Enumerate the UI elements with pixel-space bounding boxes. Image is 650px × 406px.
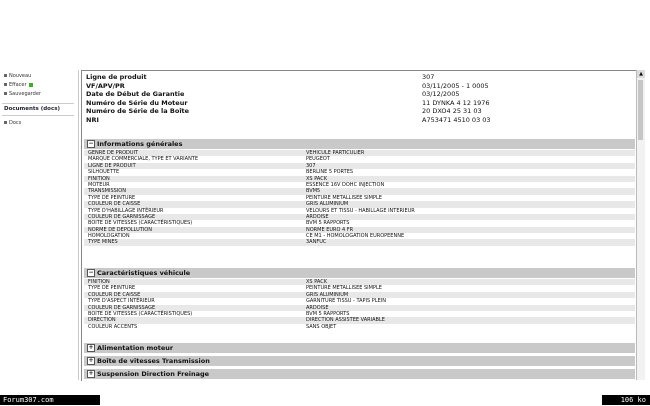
table-row: TYPE D'HABILLAGE INTÉRIEUR VELOURS ET TISSU - HABILLAGE INTERIEUR [88,207,415,214]
section-header-vehicle-characteristics[interactable]: − Caractéristiques véhicule [84,268,635,278]
bullet-icon [4,92,7,95]
table-row: COULEUR DE CAISSE GRIS ALUMINIUM [84,201,635,207]
site-watermark: Forum307.com [0,395,100,405]
table-row: BOITE DE VITESSES (CARACTÉRISTIQUES) BVM 5 RAPPORTS [88,310,350,317]
table-row: COULEUR DE GARNISSAGE ARDOISE [84,305,635,311]
expand-plus-icon: + [88,344,94,351]
bullet-icon [4,74,7,77]
table-row: FINITION XS PACK [84,176,635,182]
table-row: MOTEUR ESSENCE 16V DOHC INJECTION [88,181,385,188]
expand-plus-icon: + [88,357,94,364]
scrollbar-thumb[interactable] [638,80,643,140]
table-row: TYPE MINES 3ANFUC [84,239,635,245]
table-row: DIRECTION DIRECTION ASSISTEE VARIABLE [84,317,635,323]
summary-row: Date de Début de Garantie 03/12/2005 [86,90,460,98]
table-row: TRANSMISSION BVM5 [84,188,635,194]
file-size-label: 106 ko [602,395,650,405]
expand-plus-icon: + [88,370,94,377]
table-row: HOMOLOGATION CE M1 - HOMOLOGATION EUROPEENNE [88,233,405,240]
bullet-icon [4,121,7,124]
table-row: TYPE DE PEINTURE PEINTURE METALLISEE SIMPLE [88,194,382,201]
table-row: MARQUE COMMERCIALE, TYPE ET VARIANTE PEUGEOT [88,156,330,163]
table-row: GENRE DE PRODUIT VEHICULE PARTICULIER [84,150,635,156]
main-content [81,70,637,381]
general-info-table [84,150,635,246]
status-green-icon [29,83,33,87]
sidebar-item-clear[interactable]: Effacer [4,82,33,88]
sidebar-title: Documents (docs) [4,106,60,112]
summary-row: Numéro de Série du Moteur 11 DYNKA 4 12 1976 [86,98,490,107]
section-header-engine-fuel[interactable]: + Alimentation moteur [84,343,635,353]
table-row: COULEUR DE GARNISSAGE ARDOISE [84,214,635,220]
table-row: LIGNE DE PRODUIT 307 [84,163,635,169]
sidebar-item-new[interactable]: Nouveau [4,73,31,79]
table-row: TYPE DE PEINTURE PEINTURE METALLISEE SIMPLE [88,285,382,292]
sidebar [0,70,79,380]
section-header-gearbox[interactable]: + Boîte de vitesses Transmission [84,356,635,366]
sidebar-item-save[interactable]: Sauvegarder [4,91,41,97]
summary-row: Numéro de Série de la Boîte 20 DXO4 25 31 03 [86,107,482,115]
collapse-minus-icon: − [88,140,94,147]
summary-row: VF/APV/PR 03/11/2005 - 1 0005 [86,81,489,90]
sidebar-item-docs[interactable]: Docs [4,120,21,126]
table-row: FINITION XS PACK [84,279,635,285]
section-header-suspension[interactable]: + Suspension Direction Freinage [84,369,635,379]
table-row: COULEUR DE CAISSE GRIS ALUMINIUM [84,292,635,298]
section-header-general-info[interactable]: − Informations générales [84,139,635,149]
bullet-icon [4,83,7,86]
vehicle-characteristics-table [84,279,635,330]
table-row: COULEUR ACCENTS SANS OBJET [88,323,337,330]
table-row: SILHOUETTE BERLINE 5 PORTES [88,169,354,176]
table-row: TYPE D'ASPECT INTÉRIEUR GARNITURE TISSU - TAPIS PLEIN [88,298,386,305]
sidebar-divider [2,115,74,116]
sidebar-divider [2,103,74,104]
footer [0,395,650,406]
table-row: BOITE DE VITESSES (CARACTÉRISTIQUES) BVM 5 RAPPORTS [88,220,350,227]
scroll-up-icon[interactable]: ▲ [637,70,645,78]
vehicle-summary [84,73,635,124]
summary-row: NRI A753471 4510 03 03 [86,115,491,124]
collapse-minus-icon: − [88,269,94,276]
vertical-scrollbar[interactable] [636,70,645,380]
summary-row: Ligne de produit 307 [86,73,435,81]
table-row: NORME DE DEPOLLUTION NORME EURO 4 FR [84,227,635,233]
